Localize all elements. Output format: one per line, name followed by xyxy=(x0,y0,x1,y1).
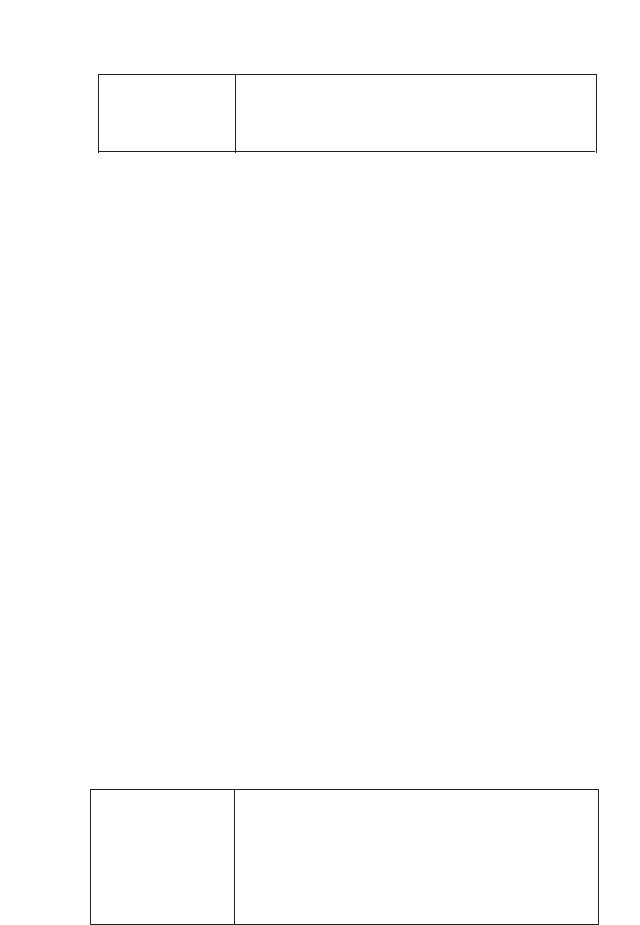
financing-table-top xyxy=(98,74,597,153)
table-bottom-border xyxy=(98,151,595,152)
table-divider xyxy=(235,75,236,153)
table-divider xyxy=(234,790,235,924)
